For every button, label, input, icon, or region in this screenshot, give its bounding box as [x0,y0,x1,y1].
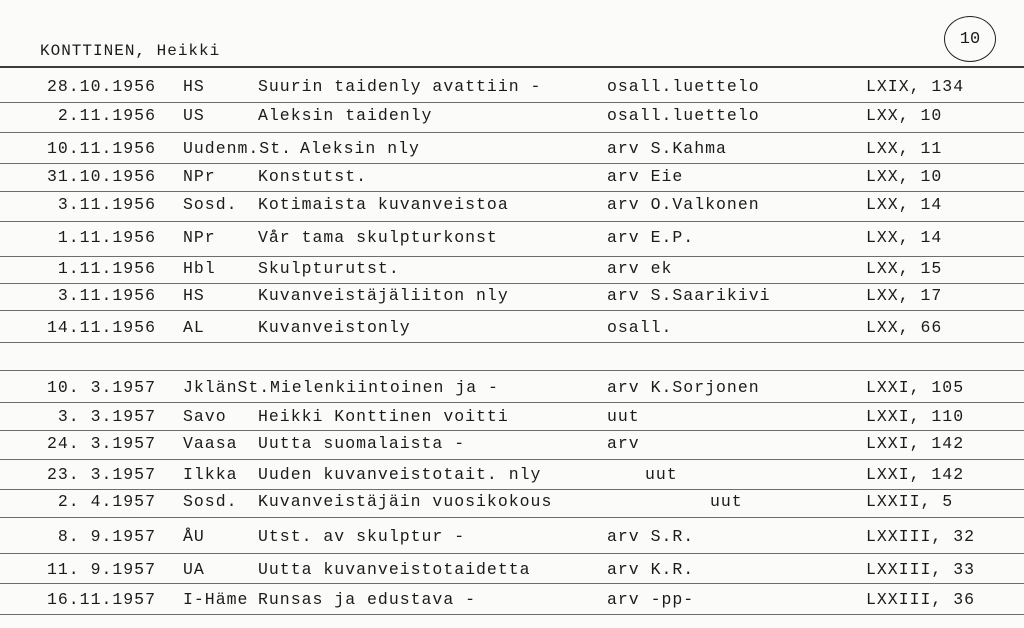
entry-newspaper: I-Häme [183,590,249,609]
entry-date: 24. 3.1957 [46,434,156,453]
entry-reference: LXX, 11 [866,139,943,158]
entry-reference: LXX, 14 [866,195,943,214]
entry-newspaper: Savo [183,407,227,426]
table-row [0,106,1024,130]
entry-date: 31.10.1956 [46,167,156,186]
entry-type: arv E.P. [607,228,695,247]
table-row [0,434,1024,458]
entry-title: Kotimaista kuvanveistoa [258,195,509,214]
entry-type: arv Eie [607,167,684,186]
entry-newspaper: Vaasa [183,434,238,453]
entry-title: Mielenkiintoinen ja - [270,378,499,397]
row-rule [0,132,1024,133]
table-row [0,465,1024,489]
entry-reference: LXXII, 5 [866,492,954,511]
entry-type: arv O.Valkonen [607,195,760,214]
table-row [0,492,1024,516]
row-rule [0,583,1024,584]
entry-title: Kuvanveistonly [258,318,411,337]
card-number: 10 [959,29,981,49]
entry-newspaper: Uudenm.St. [183,139,293,158]
table-row [0,407,1024,431]
entry-date: 3.11.1956 [57,195,156,214]
entry-type: osall. [607,318,673,337]
entry-title: Heikki Konttinen voitti [258,407,509,426]
entry-date: 3. 3.1957 [57,407,156,426]
entry-title: Runsas ja edustava - [258,590,477,609]
row-rule [0,102,1024,103]
entry-type: arv [607,434,640,453]
row-rule [0,553,1024,554]
entry-title: Uuden kuvanveistotait. nly [258,465,542,484]
entry-reference: LXXIII, 32 [866,527,976,546]
table-row [0,167,1024,191]
row-rule [0,459,1024,460]
header-rule [0,66,1024,68]
entry-type: osall.luettelo [607,77,760,96]
entry-date: 14.11.1956 [46,318,156,337]
entry-title: Aleksin nly [300,139,420,158]
table-row [0,228,1024,252]
row-rule [0,191,1024,192]
table-row [0,259,1024,283]
entry-type: uut [710,492,743,511]
entry-title: Uutta suomalaista - [258,434,466,453]
table-row [0,195,1024,219]
entry-reference: LXXIII, 36 [866,590,976,609]
entry-reference: LXIX, 134 [866,77,965,96]
row-rule [0,370,1024,371]
row-rule [0,221,1024,222]
entry-newspaper: AL [183,318,205,337]
entry-date: 2. 4.1957 [57,492,156,511]
entry-title: Uutta kuvanveistotaidetta [258,560,531,579]
row-rule [0,430,1024,431]
entry-type: arv K.R. [607,560,695,579]
row-rule [0,283,1024,284]
entry-title: Aleksin taidenly [258,106,433,125]
entry-title: Suurin taidenly avattiin - [258,77,542,96]
entry-newspaper: JklänSt. [183,378,271,397]
entry-newspaper: HS [183,286,205,305]
entry-newspaper: NPr [183,228,216,247]
entry-type: uut [645,465,678,484]
entry-title: Kuvanveistäjäin vuosikokous [258,492,553,511]
entry-newspaper: ÅU [183,527,205,546]
card-header-name: KONTTINEN, Heikki [40,42,221,60]
entry-type: arv -pp- [607,590,695,609]
row-rule [0,310,1024,311]
entry-newspaper: Sosd. [183,492,238,511]
entry-type: arv K.Sorjonen [607,378,760,397]
entry-date: 3.11.1956 [57,286,156,305]
entry-newspaper: HS [183,77,205,96]
entry-type: uut [607,407,640,426]
card-number-circle [944,16,996,62]
table-row [0,590,1024,614]
row-rule [0,342,1024,343]
entry-reference: LXXI, 142 [866,434,965,453]
entry-title: Konstutst. [258,167,368,186]
entry-title: Utst. av skulptur - [258,527,466,546]
table-row [0,560,1024,584]
entry-reference: LXX, 15 [866,259,943,278]
entry-title: Skulpturutst. [258,259,400,278]
entry-newspaper: Hbl [183,259,216,278]
entry-newspaper: Ilkka [183,465,238,484]
entry-date: 16.11.1957 [46,590,156,609]
entry-date: 28.10.1956 [46,77,156,96]
entry-reference: LXXI, 105 [866,378,965,397]
table-row [0,139,1024,163]
row-rule [0,489,1024,490]
row-rule [0,256,1024,257]
table-row [0,77,1024,101]
table-row [0,378,1024,402]
entry-newspaper: Sosd. [183,195,238,214]
row-rule [0,614,1024,615]
entry-reference: LXX, 66 [866,318,943,337]
entry-newspaper: US [183,106,205,125]
row-rule [0,402,1024,403]
row-rule [0,163,1024,164]
entry-date: 10.11.1956 [46,139,156,158]
entry-reference: LXXI, 110 [866,407,965,426]
entry-date: 2.11.1956 [57,106,156,125]
entry-date: 8. 9.1957 [57,527,156,546]
entry-reference: LXXIII, 33 [866,560,976,579]
entry-type: arv ek [607,259,673,278]
entry-reference: LXX, 17 [866,286,943,305]
entry-title: Kuvanveistäjäliiton nly [258,286,509,305]
entry-reference: LXX, 10 [866,106,943,125]
row-rule [0,517,1024,518]
entry-newspaper: UA [183,560,205,579]
entry-date: 10. 3.1957 [46,378,156,397]
entry-date: 1.11.1956 [57,259,156,278]
table-row [0,318,1024,342]
entry-date: 11. 9.1957 [46,560,156,579]
entry-type: arv S.R. [607,527,695,546]
entry-date: 23. 3.1957 [46,465,156,484]
entry-newspaper: NPr [183,167,216,186]
entry-reference: LXX, 14 [866,228,943,247]
entry-reference: LXX, 10 [866,167,943,186]
table-row [0,527,1024,551]
entry-type: arv S.Kahma [607,139,727,158]
entry-type: arv S.Saarikivi [607,286,771,305]
entry-title: Vår tama skulpturkonst [258,228,498,247]
entry-type: osall.luettelo [607,106,760,125]
table-row [0,286,1024,310]
entry-date: 1.11.1956 [57,228,156,247]
entry-reference: LXXI, 142 [866,465,965,484]
